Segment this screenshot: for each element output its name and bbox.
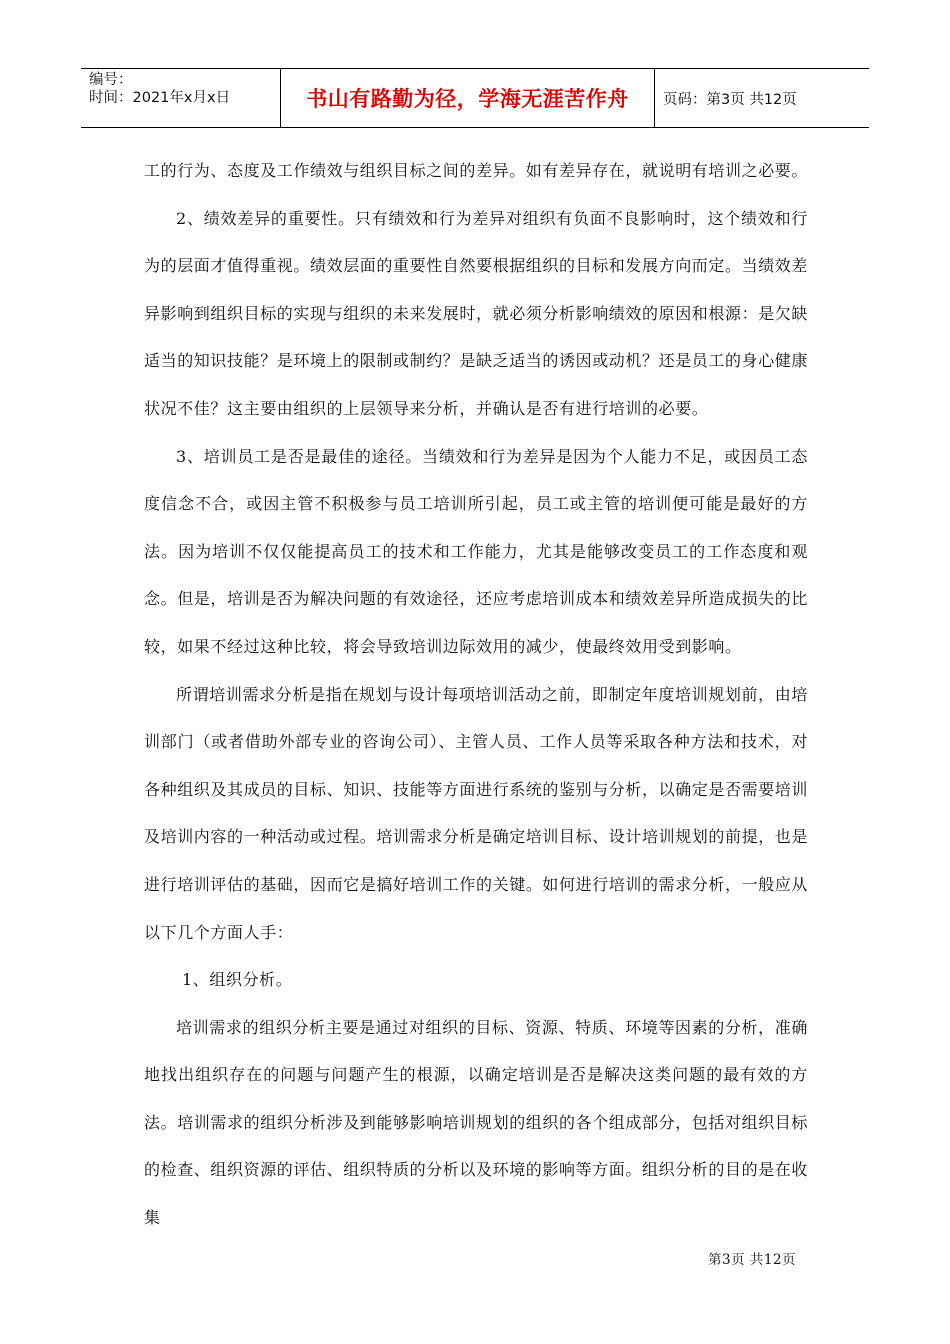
document-body: [144, 147, 808, 1242]
page-footer: 第3页 共12页: [708, 1252, 797, 1268]
header-meta: [81, 69, 281, 127]
time-label: 时间：2021年x月x日: [89, 90, 231, 106]
section-heading: 1、组织分析。: [182, 970, 293, 990]
paragraph: 所谓培训需求分析是指在规划与设计每项培训活动之前，即制定年度培训规划前，由培训部门（或者借助外部专业的咨询公司）、主管人员、工作人员等采取各种方法和技术，对各种组织及其成员的目标、知识、技能等方面进行系统的鉴别与分析，以确定是否需要培训及培训内容的一种活动或过程。培训需求分析是确定培训目标、设计培训规划的前提，也是进行培训评估的基础，因而它是搞好培训工作的关键。如何进行培训的需求分析，一般应从以下几个方面人手：: [144, 684, 809, 942]
paragraph: 培训需求的组织分析主要是通过对组织的目标、资源、特质、环境等因素的分析，准确地找出组织存在的问题与问题产生的根源，以确定培训是否是解决这类问题的最有效的方法。培训需求的组织分析涉及到能够影响培训规划的组织的各个组成部分，包括对组织目标的检查、组织资源的评估、组织特质的分析以及环境的影响等方面。组织分析的目的是在收集: [144, 1017, 809, 1228]
paragraph: 工的行为、态度及工作绩效与组织目标之间的差异。如有差异存在，就说明有培训之必要。: [144, 161, 809, 180]
page-header: [81, 68, 869, 128]
number-label: 编号：: [89, 72, 133, 88]
paragraph: 3、培训员工是否是最佳的途径。当绩效和行为差异是因为个人能力不足，或因员工态度信念不合，或因主管不积极参与员工培训所引起，员工或主管的培训便可能是最好的方法。因为培训不仅仅能提高员工的技术和工作能力，尤其是能够改变员工的工作态度和观念。但是，培训是否为解决问题的有效途径，还应考虑培训成本和绩效差异所造成损失的比较，如果不经过这种比较，将会导致培训边际效用的减少，使最终效用受到影响。: [144, 446, 809, 656]
paragraph: 2、绩效差异的重要性。只有绩效和行为差异对组织有负面不良影响时，这个绩效和行为的层面才值得重视。绩效层面的重要性自然要根据组织的目标和发展方向而定。当绩效差异影响到组织目标的实现与组织的未来发展时，就必须分析影响绩效的原因和根源：是欠缺适当的知识技能？是环境上的限制或制约？是缺乏适当的诱因或动机？还是员工的身心健康状况不佳？这主要由组织的上层领导来分析，并确认是否有进行培训的必要。: [144, 208, 809, 418]
header-motto: 书山有路勤为径，学海无涯苦作舟: [281, 69, 655, 127]
header-page-info: 页码：第3页 共12页: [663, 91, 797, 108]
